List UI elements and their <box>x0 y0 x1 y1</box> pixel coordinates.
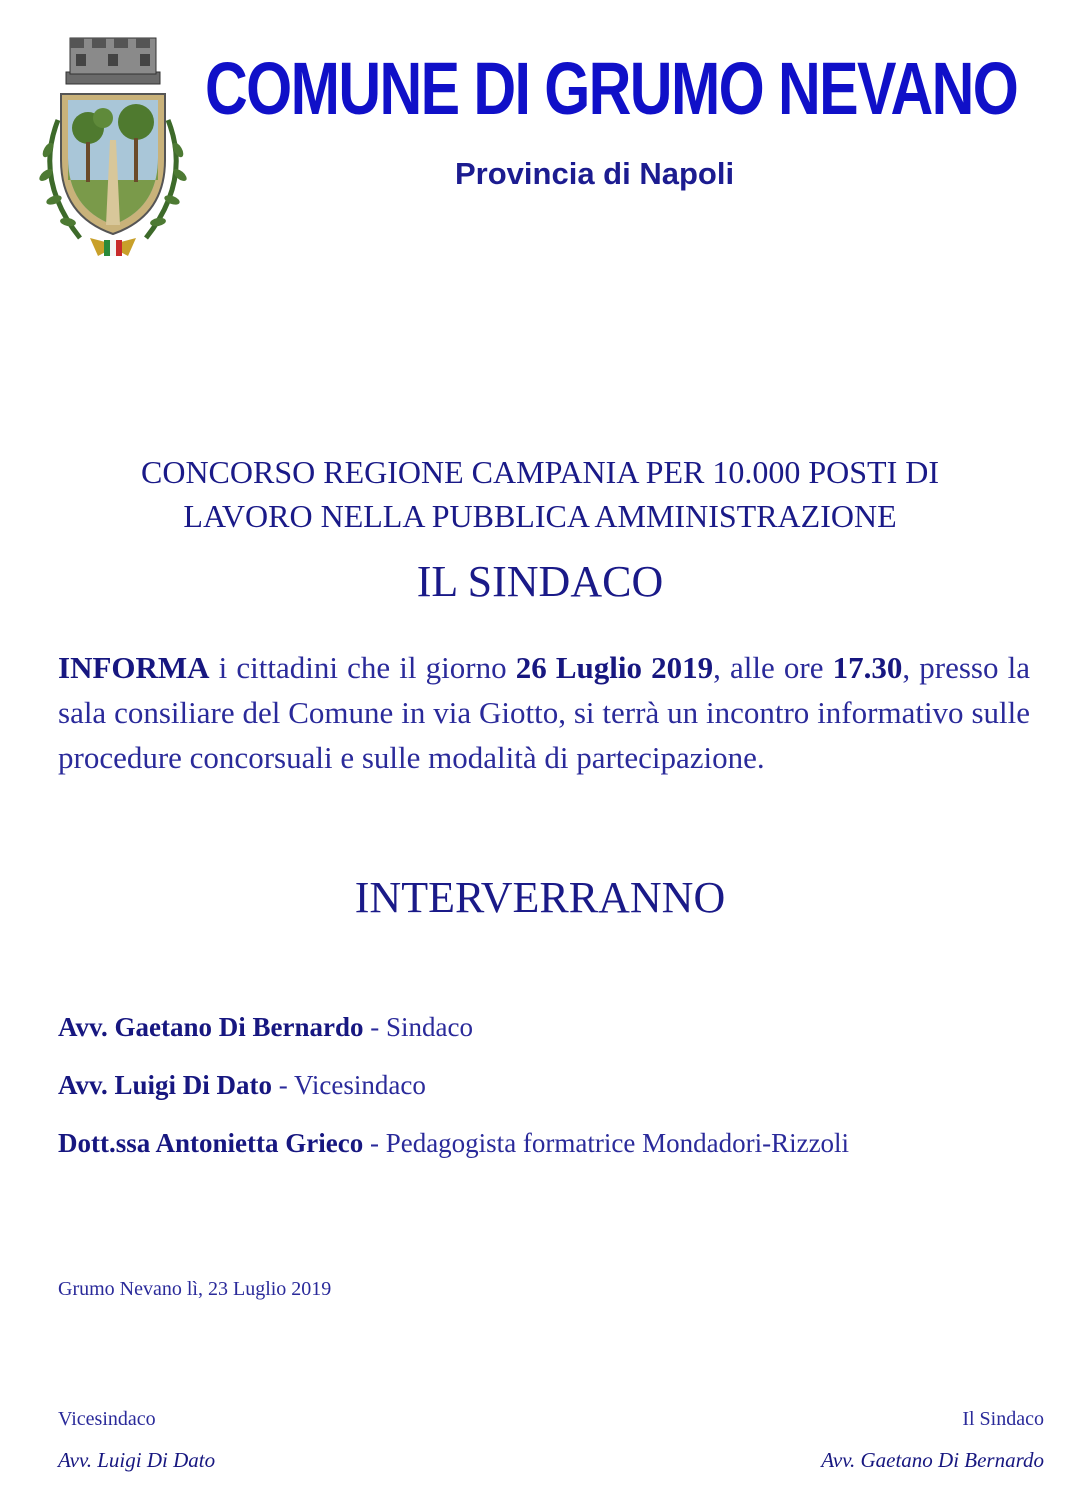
speaker-name: Avv. Luigi Di Dato <box>58 1070 273 1100</box>
signature-right <box>821 1408 1044 1473</box>
speaker-item <box>58 1070 1068 1100</box>
speaker-item <box>58 1012 1068 1042</box>
body-text-2: , alle ore <box>713 650 833 685</box>
speaker-name: Dott.ssa Antonietta Grieco <box>58 1128 364 1158</box>
signature-role: Vicesindaco <box>58 1408 156 1430</box>
notice-body <box>58 645 1030 780</box>
speakers-list <box>58 1012 1068 1186</box>
speakers-heading: INTERVERRANNO <box>354 873 726 922</box>
province-subtitle: Provincia di Napoli <box>455 156 735 191</box>
body-text-3: , presso la sala consiliare del Comune in via Giotto, si terrà un incontro informativo sulle procedure concorsuali e sulle modalità di partecipazione. <box>58 650 1030 775</box>
signature-name: Avv. Gaetano Di Bernardo <box>821 1448 1044 1472</box>
place-date: Grumo Nevano lì, 23 Luglio 2019 <box>58 1278 332 1300</box>
signature-role: Il Sindaco <box>962 1408 1044 1430</box>
signature-left <box>58 1408 215 1473</box>
notice-heading <box>40 450 1040 538</box>
speaker-name: Avv. Gaetano Di Bernardo <box>58 1012 364 1042</box>
event-date: 26 Luglio 2019 <box>515 650 714 685</box>
municipality-title: COMUNE DI GRUMO NEVANO <box>205 47 1018 130</box>
heading-line-1: CONCORSO REGIONE CAMPANIA PER 10.000 POSTI DI <box>140 454 940 490</box>
issuer-heading: IL SINDACO <box>416 557 664 606</box>
event-time: 17.30 <box>832 650 903 685</box>
body-text-1: i cittadini che il giorno <box>209 650 516 685</box>
coat-of-arms-icon <box>28 30 198 262</box>
signature-name: Avv. Luigi Di Dato <box>58 1448 216 1472</box>
heading-line-2: LAVORO NELLA PUBBLICA AMMINISTRAZIONE <box>183 498 897 534</box>
body-lead: INFORMA <box>58 650 210 685</box>
speaker-item <box>58 1128 1068 1158</box>
speaker-role: - Sindaco <box>363 1012 473 1042</box>
speaker-role: - Vicesindaco <box>272 1070 426 1100</box>
speaker-role: - Pedagogista formatrice Mondadori-Rizzoli <box>363 1128 850 1158</box>
